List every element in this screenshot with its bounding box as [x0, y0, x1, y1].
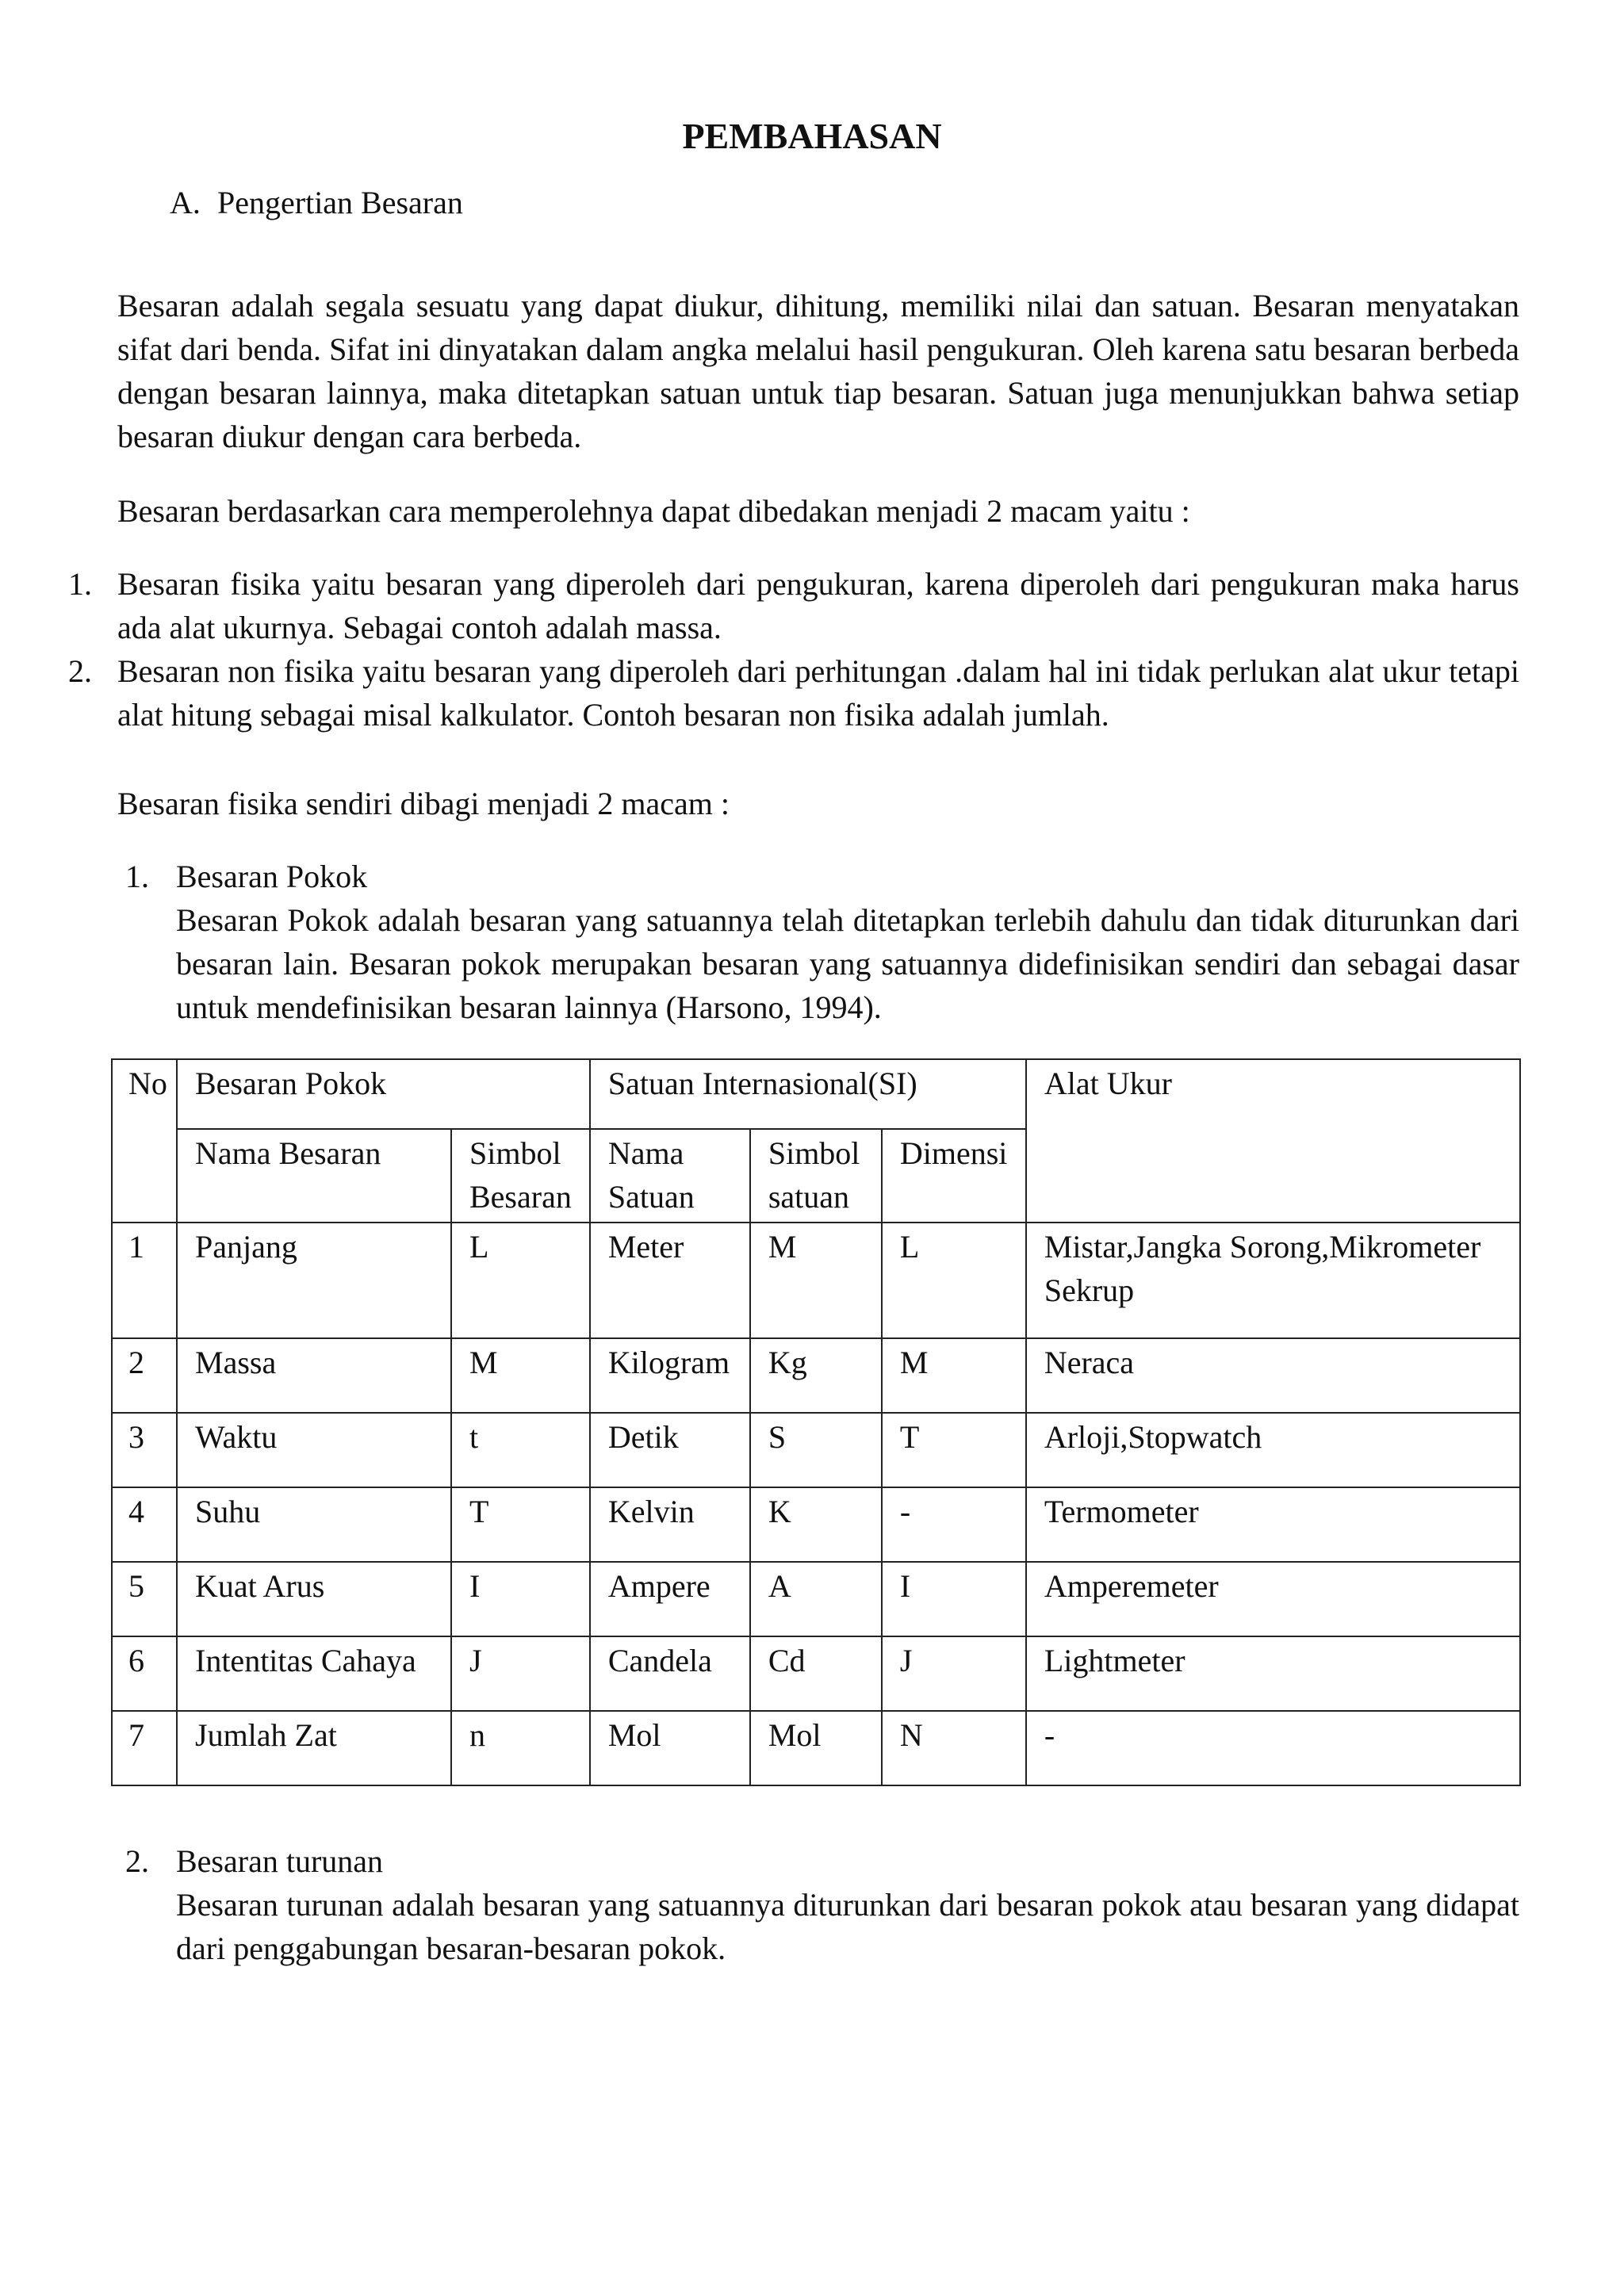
cell-alat-ukur: Neraca	[1026, 1338, 1520, 1413]
cell-alat-ukur: Arloji,Stopwatch	[1026, 1413, 1520, 1487]
section-label: Pengertian Besaran	[217, 185, 463, 220]
cell-simbol-besaran: J	[451, 1636, 590, 1711]
cell-simbol-satuan: K	[750, 1487, 882, 1562]
cell-simbol-besaran: M	[451, 1338, 590, 1413]
list-item-number: 1.	[125, 859, 149, 894]
cell-nama-besaran: Jumlah Zat	[177, 1711, 451, 1785]
cell-dimensi: -	[882, 1487, 1026, 1562]
cell-simbol-satuan: S	[750, 1413, 882, 1487]
cell-nama-satuan: Kilogram	[590, 1338, 750, 1413]
cell-nama-besaran: Suhu	[177, 1487, 451, 1562]
table-row	[112, 1223, 1520, 1338]
table-row	[112, 1711, 1520, 1785]
table-row	[112, 1487, 1520, 1562]
header-satuan-si: Satuan Internasional(SI)	[590, 1059, 1026, 1129]
list-item-number: 1.	[68, 566, 92, 602]
header-alat-ukur: Alat Ukur	[1026, 1059, 1520, 1223]
cell-alat-ukur: Amperemeter	[1026, 1562, 1520, 1636]
cell-no: 3	[112, 1413, 177, 1487]
cell-simbol-besaran: n	[451, 1711, 590, 1785]
section-heading	[170, 181, 463, 224]
cell-simbol-satuan: Cd	[750, 1636, 882, 1711]
header-no: No	[112, 1059, 177, 1223]
table-row	[112, 1338, 1520, 1413]
cell-simbol-satuan: Kg	[750, 1338, 882, 1413]
cell-nama-besaran: Waktu	[177, 1413, 451, 1487]
base-quantities-table	[111, 1058, 1521, 1786]
header-nama-besaran: Nama Besaran	[177, 1129, 451, 1223]
table-row	[112, 1636, 1520, 1711]
list-item-text: Besaran fisika yaitu besaran yang diperoleh dari pengukuran, karena diperoleh dari pengukuran maka harus ada alat ukurnya. Sebagai contoh adalah massa.	[117, 566, 1519, 645]
list-item-text: Besaran turunan adalah besaran yang satuannya diturunkan dari besaran pokok atau besaran yang didapat dari penggabungan besaran-besaran pokok.	[176, 1887, 1519, 1966]
cell-simbol-besaran: L	[451, 1223, 590, 1338]
method-list	[68, 562, 1519, 737]
section-marker: A.	[170, 185, 201, 220]
cell-dimensi: N	[882, 1711, 1026, 1785]
cell-nama-besaran: Massa	[177, 1338, 451, 1413]
header-simbol-besaran: Simbol Besaran	[451, 1129, 590, 1223]
cell-dimensi: M	[882, 1338, 1026, 1413]
table-header-row	[112, 1059, 1520, 1129]
cell-simbol-besaran: t	[451, 1413, 590, 1487]
cell-nama-satuan: Detik	[590, 1413, 750, 1487]
cell-simbol-besaran: I	[451, 1562, 590, 1636]
method-intro-paragraph: Besaran berdasarkan cara memperolehnya dapat dibedakan menjadi 2 macam yaitu :	[117, 493, 1190, 529]
cell-simbol-satuan: A	[750, 1562, 882, 1636]
cell-no: 5	[112, 1562, 177, 1636]
cell-no: 2	[112, 1338, 177, 1413]
cell-alat-ukur: Mistar,Jangka Sorong,Mikrometer Sekrup	[1026, 1223, 1520, 1338]
page-title: PEMBAHASAN	[682, 116, 942, 156]
list-item-title: Besaran turunan	[176, 1843, 384, 1879]
cell-nama-satuan: Mol	[590, 1711, 750, 1785]
cell-nama-satuan: Meter	[590, 1223, 750, 1338]
list-item-number: 2.	[68, 653, 92, 689]
cell-no: 1	[112, 1223, 177, 1338]
cell-nama-satuan: Ampere	[590, 1562, 750, 1636]
definition-paragraph: Besaran adalah segala sesuatu yang dapat diukur, dihitung, memiliki nilai dan satuan. Besaran menyatakan sifat dari benda. Sifat ini dinyatakan dalam angka melalui hasil pengukuran. Oleh karena satu besaran berbeda dengan besaran lainnya, maka ditetapkan satuan untuk tiap besaran. Satuan juga menunjukkan bahwa setiap besaran diukur dengan cara berbeda.	[117, 288, 1519, 454]
cell-alat-ukur: Termometer	[1026, 1487, 1520, 1562]
cell-no: 4	[112, 1487, 177, 1562]
list-item-title: Besaran Pokok	[176, 859, 368, 894]
cell-dimensi: I	[882, 1562, 1026, 1636]
cell-nama-besaran: Panjang	[177, 1223, 451, 1338]
header-nama-satuan: Nama Satuan	[590, 1129, 750, 1223]
table-row	[112, 1562, 1520, 1636]
cell-simbol-besaran: T	[451, 1487, 590, 1562]
list-item-text: Besaran non fisika yaitu besaran yang diperoleh dari perhitungan .dalam hal ini tidak perlukan alat ukur tetapi alat hitung sebagai misal kalkulator. Contoh besaran non fisika adalah jumlah.	[117, 653, 1519, 733]
list-item	[68, 562, 1519, 649]
header-simbol-satuan: Simbol satuan	[750, 1129, 882, 1223]
list-item-text: Besaran Pokok adalah besaran yang satuannya telah ditetapkan terlebih dahulu dan tidak diturunkan dari besaran lain. Besaran pokok merupakan besaran yang satuannya didefinisikan sendiri dan sebagai dasar untuk mendefinisikan besaran lainnya (Harsono, 1994).	[176, 902, 1519, 1025]
cell-dimensi: T	[882, 1413, 1026, 1487]
table-row	[112, 1413, 1520, 1487]
list-item-number: 2.	[125, 1843, 149, 1879]
cell-nama-satuan: Candela	[590, 1636, 750, 1711]
cell-no: 6	[112, 1636, 177, 1711]
header-dimensi: Dimensi	[882, 1129, 1026, 1223]
cell-nama-satuan: Kelvin	[590, 1487, 750, 1562]
cell-alat-ukur: -	[1026, 1711, 1520, 1785]
header-besaran-pokok: Besaran Pokok	[177, 1059, 590, 1129]
list-item	[68, 649, 1519, 737]
cell-nama-besaran: Kuat Arus	[177, 1562, 451, 1636]
cell-no: 7	[112, 1711, 177, 1785]
cell-dimensi: J	[882, 1636, 1026, 1711]
physics-intro-paragraph: Besaran fisika sendiri dibagi menjadi 2 macam :	[117, 786, 730, 821]
cell-simbol-satuan: M	[750, 1223, 882, 1338]
cell-dimensi: L	[882, 1223, 1026, 1338]
cell-simbol-satuan: Mol	[750, 1711, 882, 1785]
cell-nama-besaran: Intentitas Cahaya	[177, 1636, 451, 1711]
cell-alat-ukur: Lightmeter	[1026, 1636, 1520, 1711]
